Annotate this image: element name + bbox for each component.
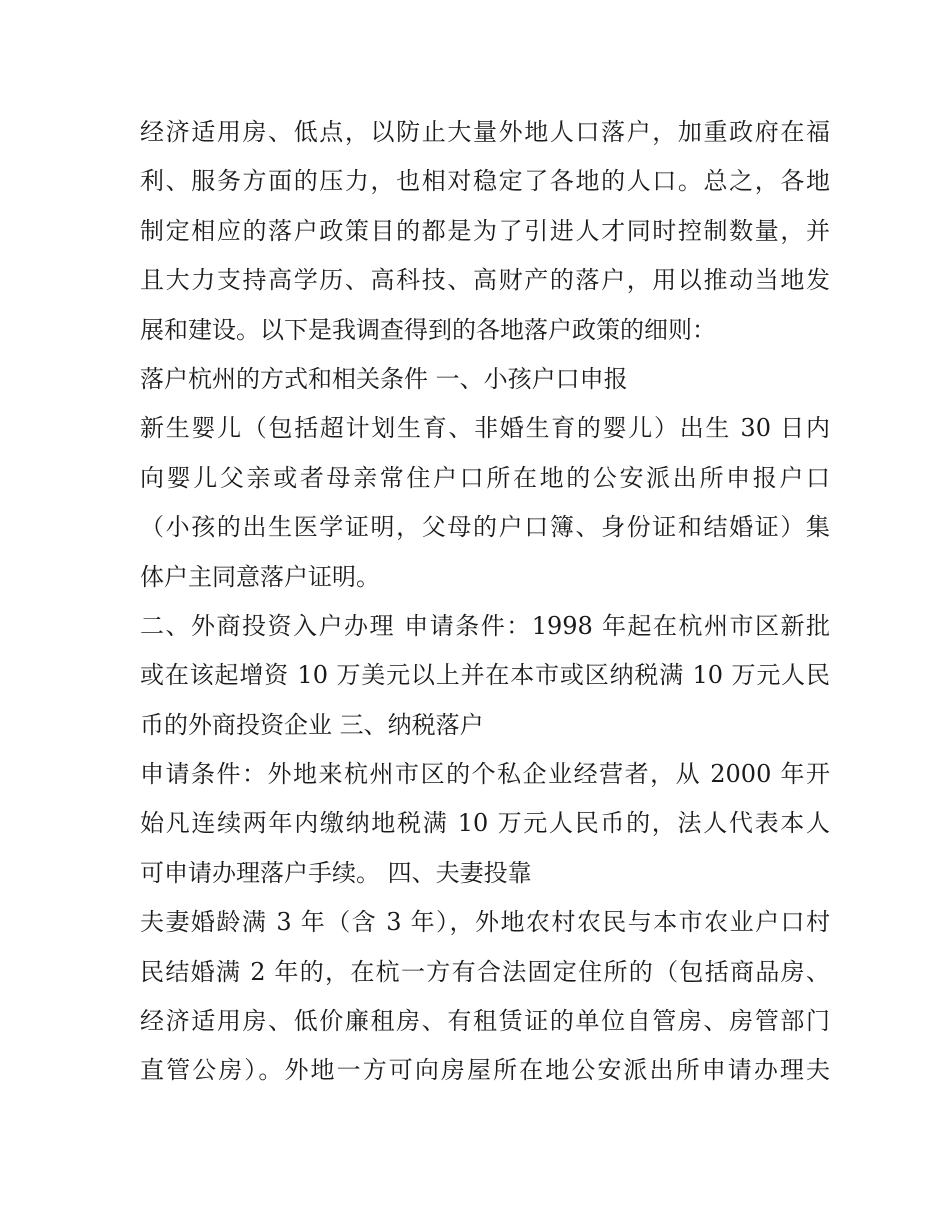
text-line-15: 始凡连续两年内缴纳地税满 10 万元人民币的，法人代表本人 <box>140 809 830 838</box>
text-line-18: 民结婚满 2 年的，在杭一方有合法固定住所的（包括商品房、 <box>140 957 830 986</box>
text-line-5: 展和建设。以下是我调查得到的各地落户政策的细则： <box>140 315 716 344</box>
text-line-13: 币的外商投资企业 三、纳税落户 <box>140 710 484 739</box>
text-line-16: 可申请办理落户手续。 四、夫妻投靠 <box>140 858 532 887</box>
text-line-11: 二、外商投资入户办理 申请条件：1998 年起在杭州市区新批 <box>140 611 830 640</box>
text-line-12: 或在该起增资 10 万美元以上并在本市或区纳税满 10 万元人民 <box>140 661 830 690</box>
text-line-17: 夫妻婚龄满 3 年（含 3 年），外地农村农民与本市农业户口村 <box>140 908 830 937</box>
text-line-2: 利、服务方面的压力，也相对稳定了各地的人口。总之，各地 <box>140 167 830 196</box>
section-heading-hangzhou: 落户杭州的方式和相关条件 一、小孩户口申报 <box>140 364 628 393</box>
text-line-20: 直管公房）。外地一方可向房屋所在地公安派出所申请办理夫 <box>140 1056 830 1085</box>
text-line-14: 申请条件：外地来杭州市区的个私企业经营者，从 2000 年开 <box>140 760 830 789</box>
text-line-7: 新生婴儿（包括超计划生育、非婚生育的婴儿）出生 30 日内 <box>140 414 830 443</box>
text-line-19: 经济适用房、低价廉租房、有租赁证的单位自管房、房管部门 <box>140 1007 830 1036</box>
body-text <box>140 108 830 1096</box>
text-line-1: 经济适用房、低点，以防止大量外地人口落户，加重政府在福 <box>140 118 830 146</box>
text-line-9: （小孩的出生医学证明，父母的户口簿、身份证和结婚证）集 <box>140 513 830 542</box>
text-line-4: 且大力支持高学历、高科技、高财产的落户，用以推动当地发 <box>140 266 830 295</box>
text-line-10: 体户主同意落户证明。 <box>140 562 380 591</box>
text-line-3: 制定相应的落户政策目的都是为了引进人才同时控制数量，并 <box>140 216 830 245</box>
text-line-8: 向婴儿父亲或者母亲常住户口所在地的公安派出所申报户口 <box>140 463 830 492</box>
